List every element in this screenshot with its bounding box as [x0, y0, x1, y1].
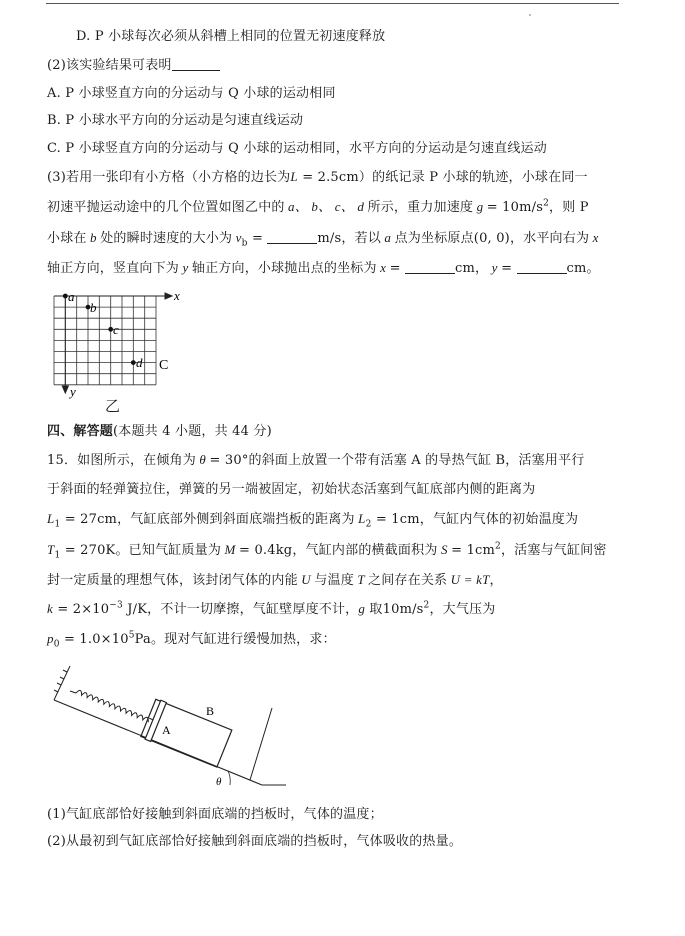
part3-line3: 小球在 b 处的瞬时速度的大小为 $v_b = m/s$，若以 a 点为坐标原点(0, 0)，水平向右为 x	[47, 230, 599, 249]
q15-line5: 封一定质量的理想气体，该封闭气体的内能 U 与温度 T 之间存在关系 U = kT，	[47, 572, 503, 588]
axis-y-label: y	[70, 384, 76, 399]
label-c: c	[113, 322, 119, 337]
figure-caption: 乙	[105, 397, 121, 415]
spring-anchor	[70, 691, 76, 693]
part2-option-b: B. P 小球水平方向的分运动是匀速直线运动	[47, 113, 304, 128]
incline-cylinder-figure	[50, 660, 290, 795]
section-heading: 四、解答题(本题共 4 小题，共 44 分)	[47, 424, 272, 439]
fixed-wall	[54, 666, 70, 700]
label-d: d	[136, 355, 143, 370]
part2-stem: (2)该实验结果可表明	[47, 57, 220, 75]
label-b: b	[90, 300, 97, 315]
grid-lines	[54, 296, 156, 385]
part3-line4: 轴正方向，竖直向下为 y 轴正方向，小球抛出点的坐标为 x = cm， y = cm。	[47, 260, 600, 276]
q15-ask2: (2)从最初到气缸底部恰好接触到斜面底端的挡板时，气体吸收的热量。	[47, 834, 463, 849]
theta-label: θ	[216, 776, 222, 788]
cylinder-label: B	[206, 704, 215, 718]
grid-figure	[48, 286, 198, 416]
part3-line1: (3)若用一张印有小方格（小方格的边长为L = 2.5cm）的纸记录 P 小球的轨迹，小球在同一	[47, 169, 588, 185]
q15-line4: $T_1 = 270K$。已知气缸质量为 M = 0.4kg，气缸内部的横截面积为 $S = 1cm^2$，活塞与气缸间密	[47, 541, 607, 561]
end-barrier	[250, 708, 272, 780]
label-C: C	[159, 358, 169, 373]
q15-line2: 于斜面的轻弹簧拉住，弹簧的另一端被固定，初始状态活塞到气缸底部内侧的距离为	[47, 482, 536, 497]
scan-speck	[529, 14, 531, 16]
part2-option-c: C. P 小球竖直方向的分运动与 Q 小球的运动相同，水平方向的分运动是匀速直线运动	[47, 141, 547, 156]
axes	[54, 293, 172, 393]
y-coordinate-blank[interactable]	[517, 261, 567, 274]
part2-option-a: A. P 小球竖直方向的分运动与 Q 小球的运动相同	[47, 86, 336, 101]
point-d	[131, 360, 136, 365]
answer-blank[interactable]	[172, 58, 220, 71]
q15-line7: $p_0 = 1.0\times 10^5Pa$。现对气缸进行缓慢加热，求：	[47, 630, 336, 650]
x-coordinate-blank[interactable]	[405, 261, 455, 274]
option-d: D. P 小球每次必须从斜槽上相同的位置无初速度释放	[76, 29, 386, 44]
top-rule	[46, 3, 619, 4]
velocity-blank[interactable]	[267, 231, 317, 244]
spring-coil	[76, 689, 150, 722]
point-a	[63, 294, 68, 299]
q15-ask1: (1)气缸底部恰好接触到斜面底端的挡板时，气体的温度；	[47, 807, 383, 822]
q15-line3: $L_1 = 27cm$，气缸底部外侧到斜面底端挡板的距离为 $L_2 = 1cm$，气缸内气体的初始温度为	[47, 511, 579, 530]
angle-arc	[228, 771, 230, 785]
q15-line6: $k = 2\times 10^{-3}$ J/K，不计一切摩擦，气缸壁厚度不计，g 取$10m/s^2$，大气压为	[47, 600, 496, 617]
q15-line1: 15．如图所示，在倾角为 θ = 30°的斜面上放置一个带有活塞 A 的导热气缸 B，活塞用平行	[47, 452, 585, 468]
part3-line2: 初速平抛运动途中的几个位置如图乙中的 a、 b、 c、 d 所示，重力加速度 $g = 10m/s^2$，则 P	[47, 198, 589, 215]
axis-x-label: x	[174, 288, 180, 303]
piston-label: A	[162, 723, 171, 737]
label-a: a	[68, 289, 75, 304]
